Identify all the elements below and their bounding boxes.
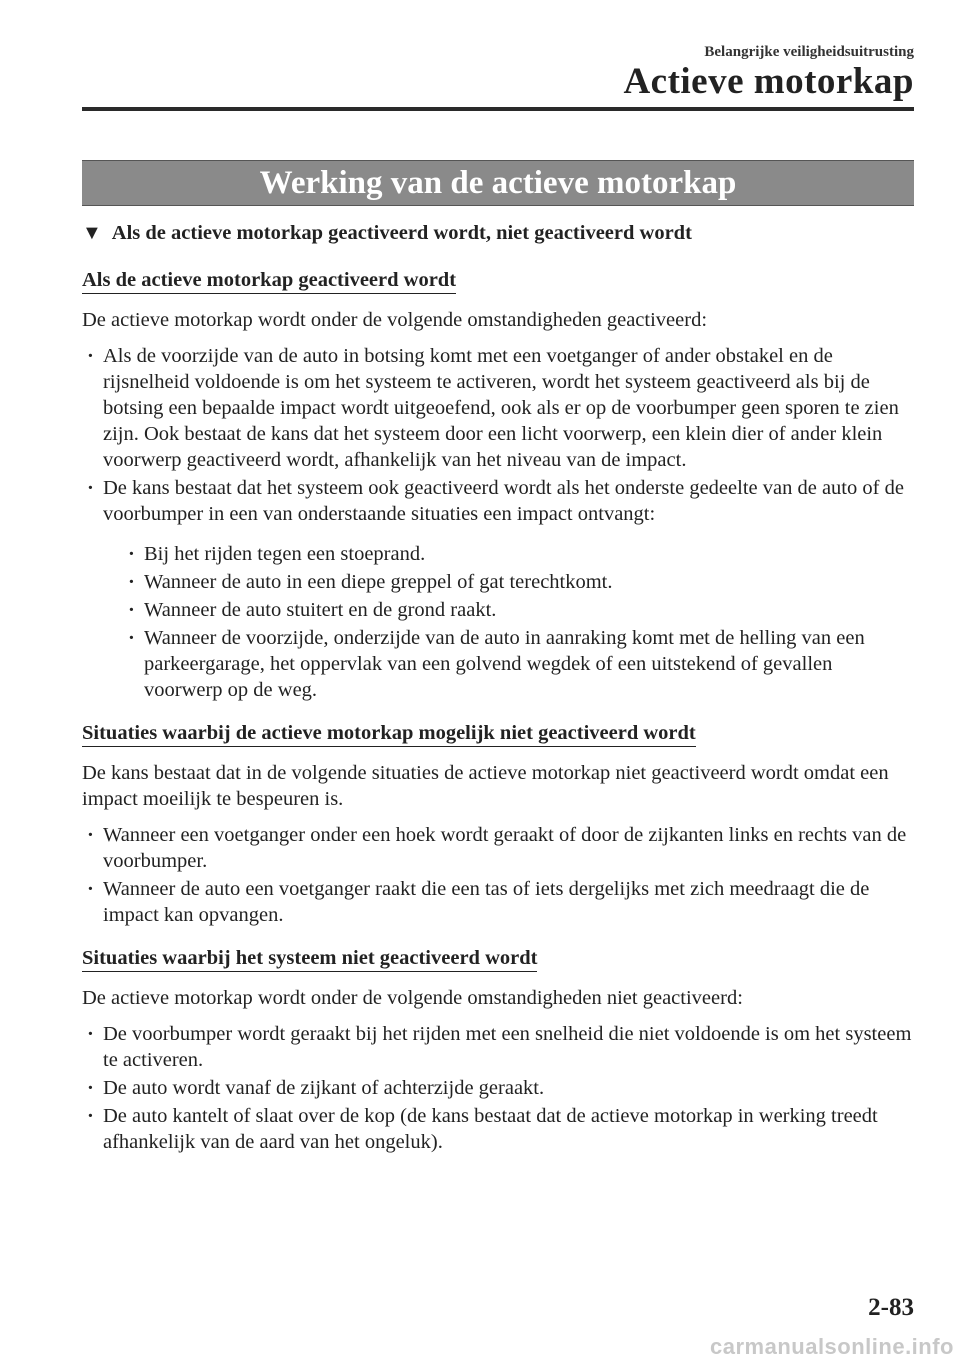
- page-content: [82, 214, 914, 1164]
- watermark: carmanualsonline.info: [710, 1334, 954, 1359]
- block3-intro: De actieve motorkap wordt onder de volgende omstandigheden niet geactiveerd:: [82, 987, 743, 1009]
- block1-heading: Als de actieve motorkap geactiveerd wordt: [82, 267, 456, 294]
- list-item: · Wanneer de auto een voetganger raakt die een tas of iets dergelijks met zich meedraagt die de impact kan opvangen.: [82, 876, 914, 928]
- block1-list: [82, 343, 914, 703]
- section-banner: Werking van de actieve motorkap: [82, 160, 914, 206]
- block1-sub-list: [103, 541, 914, 703]
- list-item-text: De kans bestaat dat het systeem ook geactiveerd wordt als het onderste gedeelte van de auto of de voorbumper in een van onderstaande situaties een impact ontvangt:: [103, 477, 904, 525]
- list-item: · De auto wordt vanaf de zijkant of achterzijde geraakt.: [82, 1075, 914, 1101]
- block2-intro: De kans bestaat dat in de volgende situaties de actieve motorkap niet geactiveerd wordt omdat een impact moeilijk te bespeuren is.: [82, 762, 889, 810]
- sub-list-item: · Bij het rijden tegen een stoeprand.: [123, 541, 914, 567]
- block2-heading: Situaties waarbij de actieve motorkap mogelijk niet geactiveerd wordt: [82, 720, 696, 747]
- block3-heading: Situaties waarbij het systeem niet geactiveerd wordt: [82, 945, 537, 972]
- header-divider: [82, 107, 914, 111]
- subsection-heading: [82, 220, 914, 246]
- triangle-down-icon: ▼: [82, 222, 102, 244]
- sub-list-item: · Wanneer de auto stuitert en de grond raakt.: [123, 597, 914, 623]
- block2-list: [82, 822, 914, 928]
- sub-list-item: · Wanneer de voorzijde, onderzijde van de auto in aanraking komt met de helling van een parkeergarage, het oppervlak van een golvend wegdek of een uitstekend of gevallen voorwerp op de weg.: [123, 625, 914, 703]
- chapter-label: Belangrijke veiligheidsuitrusting: [704, 44, 914, 60]
- section-title: Actieve motorkap: [623, 61, 914, 102]
- subsection-heading-text: Als de actieve motorkap geactiveerd wordt, niet geactiveerd wordt: [111, 222, 692, 244]
- sub-list-item: · Wanneer de auto in een diepe greppel of gat terechtkomt.: [123, 569, 914, 595]
- page-number: 2-83: [868, 1294, 914, 1321]
- list-item: · De auto kantelt of slaat over de kop (de kans bestaat dat de actieve motorkap in werking treedt afhankelijk van de aard van het ongeluk).: [82, 1103, 914, 1155]
- block3-list: [82, 1021, 914, 1155]
- list-item: · Wanneer een voetganger onder een hoek wordt geraakt of door de zijkanten links en rechts van de voorbumper.: [82, 822, 914, 874]
- list-item: [82, 475, 914, 703]
- list-item: · Als de voorzijde van de auto in botsing komt met een voetganger of ander obstakel en de rijsnelheid voldoende is om het systeem te activeren, wordt het systeem geactiveerd als bij de botsing een bepaalde impact wordt uitgeoefend, ook als er op de voorbumper geen sporen te zien zijn. Ook bestaat de kans dat het systeem door een licht voorwerp, een klein dier of ander klein voorwerp geactiveerd wordt, afhankelijk van het niveau van de impact.: [82, 343, 914, 473]
- block1-intro: De actieve motorkap wordt onder de volgende omstandigheden geactiveerd:: [82, 309, 708, 331]
- list-item: · De voorbumper wordt geraakt bij het rijden met een snelheid die niet voldoende is om het systeem te activeren.: [82, 1021, 914, 1073]
